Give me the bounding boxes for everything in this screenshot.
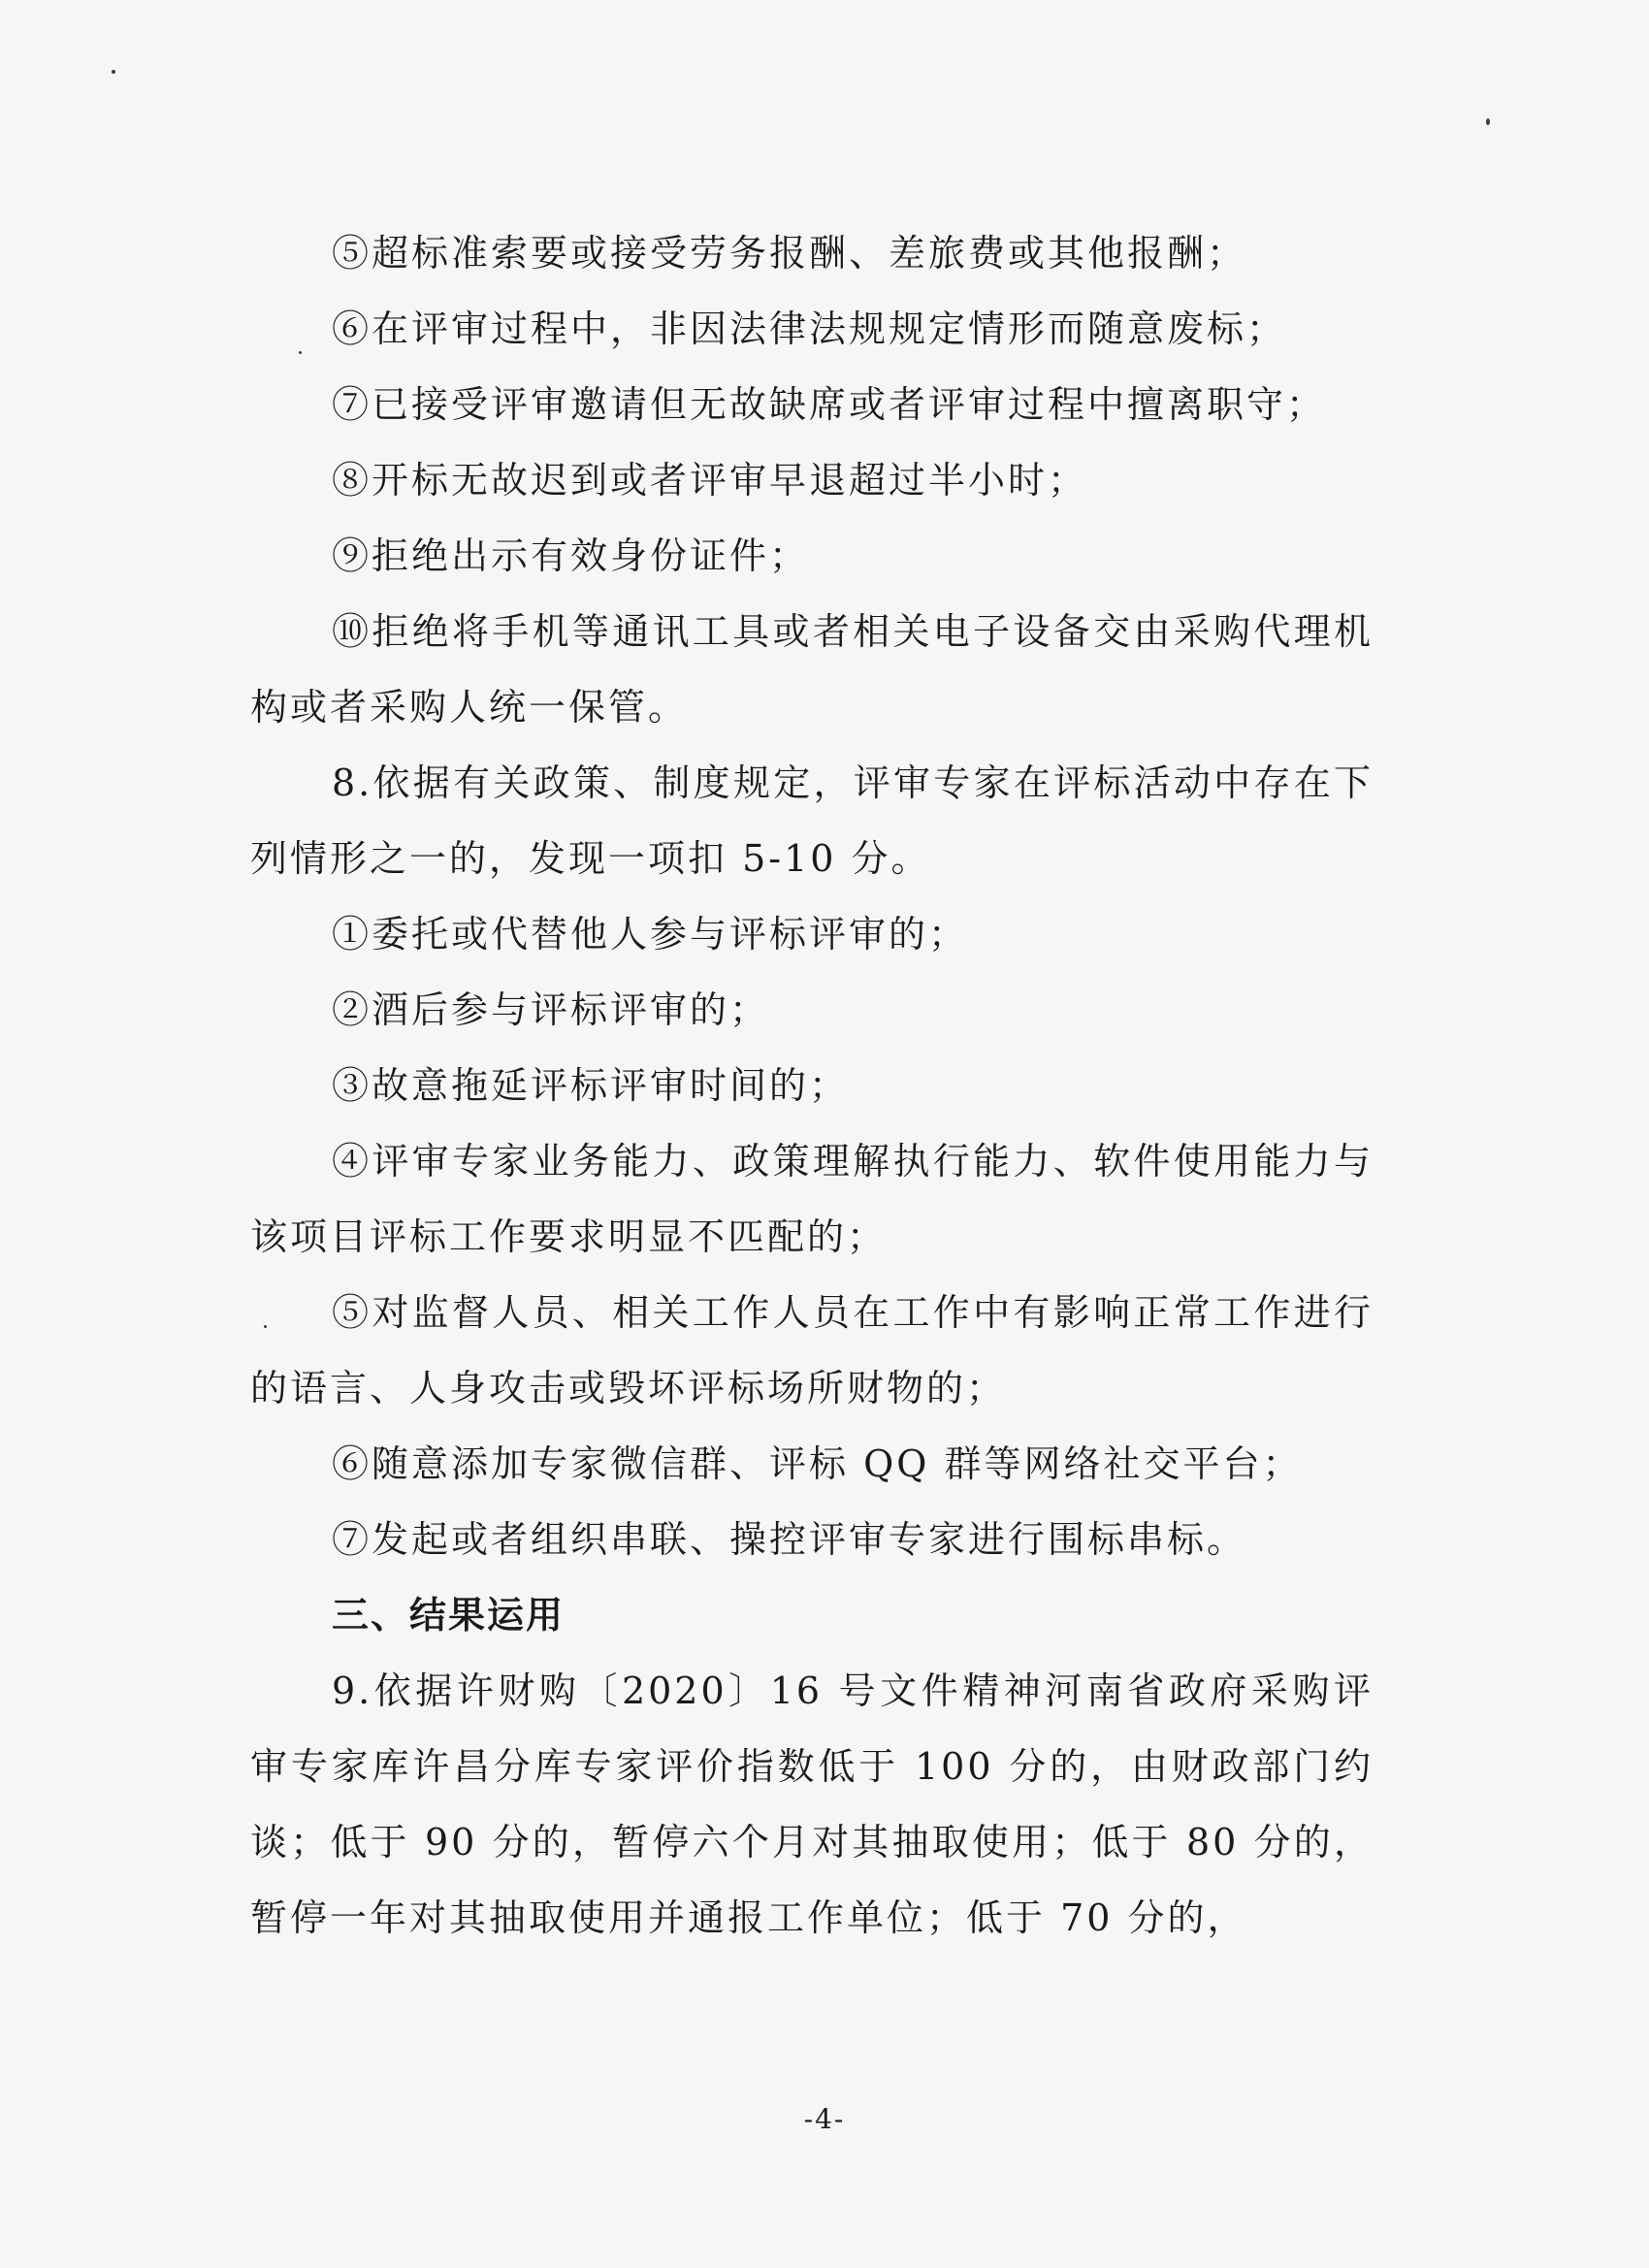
paragraph-sub-1: ①委托或代替他人参与评标评审的； bbox=[332, 913, 969, 956]
paragraph-sub-6: ⑥随意添加专家微信群、评标 QQ 群等网络社交平台； bbox=[332, 1442, 1303, 1485]
paragraph-clause-8: 8.依据有关政策、制度规定，评审专家在评标活动中存在下列情形之一的，发现一项扣 5-10 分。 bbox=[250, 761, 1374, 880]
scan-speck bbox=[1486, 118, 1490, 125]
paragraph-sub-2: ②酒后参与评标评审的； bbox=[332, 988, 770, 1031]
scan-speck bbox=[112, 70, 115, 74]
paragraph-item-8: ⑧开标无故迟到或者评审早退超过半小时； bbox=[332, 459, 1088, 502]
paragraph-sub-5: ⑤对监督人员、相关工作人员在工作中有影响正常工作进行的语言、人身攻击或毁坏评标场所财物的； bbox=[250, 1291, 1374, 1409]
paragraph-sub-3: ③故意拖延评标评审时间的； bbox=[332, 1064, 850, 1107]
paragraph-item-7: ⑦已接受评审邀请但无故缺席或者评审过程中擅离职守； bbox=[332, 383, 1327, 426]
page-number: -4- bbox=[803, 2103, 846, 2135]
paragraph-item-5: ⑤超标准索要或接受劳务报酬、差旅费或其他报酬； bbox=[332, 232, 1247, 275]
paragraph-item-9: ⑨拒绝出示有效身份证件； bbox=[332, 535, 810, 577]
paragraph-sub-7: ⑦发起或者组织串联、操控评审专家进行围标串标。 bbox=[332, 1518, 1247, 1561]
paragraph-clause-9: 9.依据许财购〔2020〕16 号文件精神河南省政府采购评审专家库许昌分库专家评价指数低于 100 分的，由财政部门约谈；低于 90 分的，暂停六个月对其抽取使用；低于 80 分的，暂停一年对其抽取使用并通报工作单位；低于 70 分的， bbox=[250, 1669, 1374, 1939]
document-body bbox=[250, 215, 1374, 1956]
paragraph-item-6: ⑥在评审过程中，非因法律法规规定情形而随意废标； bbox=[332, 308, 1287, 350]
paragraph-sub-4: ④评审专家业务能力、政策理解执行能力、软件使用能力与该项目评标工作要求明显不匹配的； bbox=[250, 1140, 1374, 1258]
section-heading: 三、结果运用 bbox=[332, 1594, 566, 1636]
paragraph-item-10: ⑩拒绝将手机等通讯工具或者相关电子设备交由采购代理机构或者采购人统一保管。 bbox=[250, 610, 1374, 729]
